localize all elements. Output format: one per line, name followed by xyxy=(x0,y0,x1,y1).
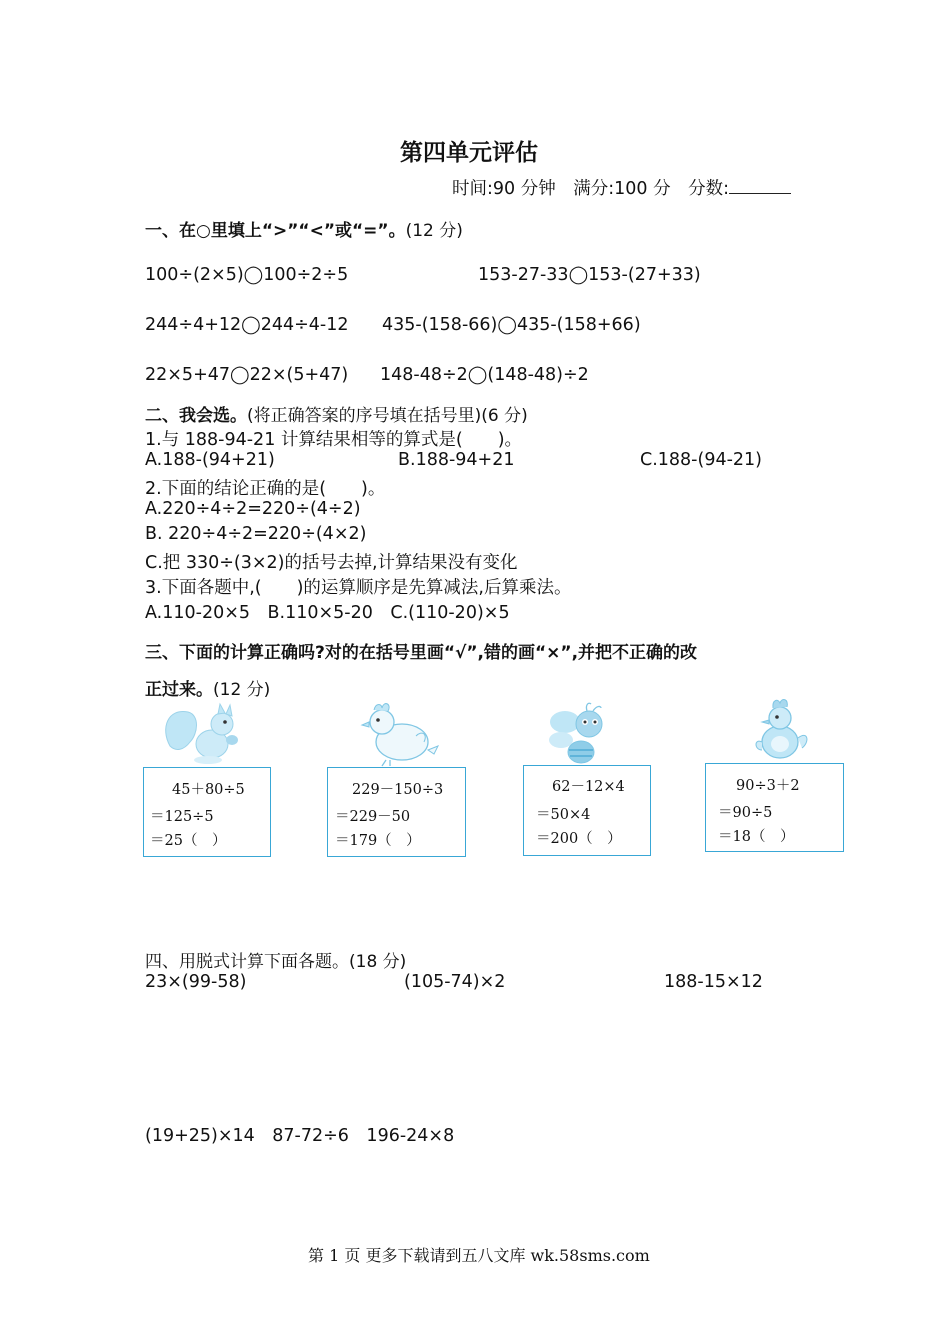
calc-card-2-line3[interactable]: ＝179（ ） xyxy=(335,833,421,849)
calc-card-3-line1: 62－12×4 xyxy=(552,779,625,795)
s1-row1-right: 153-27-33◯153-(27+33) xyxy=(478,265,701,285)
s1-row3-right: 148-48÷2◯(148-48)÷2 xyxy=(380,365,589,385)
calc-card-1-line2: ＝125÷5 xyxy=(150,809,214,825)
calc-card-3 xyxy=(523,765,651,856)
section4-heading-text: 四、用脱式计算下面各题。 xyxy=(145,952,349,972)
s1-row2-left: 244÷4+12◯244÷4-12 xyxy=(145,315,349,335)
bee-icon xyxy=(545,700,625,770)
section3-points: (12 分) xyxy=(213,680,271,700)
calc-card-1 xyxy=(143,767,271,857)
section2-heading-text: 二、我会选。 xyxy=(145,406,247,426)
s1-row2-right: 435-(158-66)◯435-(158+66) xyxy=(382,315,641,335)
section2-points: (将正确答案的序号填在括号里)(6 分) xyxy=(247,406,528,426)
section4-heading xyxy=(145,947,406,972)
section3-heading-line2 xyxy=(145,675,270,700)
s2-q1: 1.与 188-94-21 计算结果相等的算式是( )。 xyxy=(145,430,523,450)
s2-q3-options: A.110-20×5 B.110×5-20 C.(110-20)×5 xyxy=(145,603,510,623)
calc-card-2-line1: 229－150÷3 xyxy=(352,782,444,798)
s2-q2-option-b: B. 220÷4÷2=220÷(4×2) xyxy=(145,524,367,544)
s2-q2: 2.下面的结论正确的是( )。 xyxy=(145,479,386,499)
s4-problem-1: 23×(99-58) xyxy=(145,972,247,992)
section1-heading xyxy=(145,216,463,241)
s1-row3-left: 22×5+47◯22×(5+47) xyxy=(145,365,349,385)
s4-problems-row2: (19+25)×14 87-72÷6 196-24×8 xyxy=(145,1126,455,1146)
exam-meta xyxy=(452,175,791,200)
calc-card-1-line3[interactable]: ＝25（ ） xyxy=(150,833,227,849)
s4-problem-2: (105-74)×2 xyxy=(404,972,506,992)
section3-heading-text: 正过来。 xyxy=(145,680,213,700)
section4-points: (18 分) xyxy=(349,952,407,972)
s2-q2-option-c: C.把 330÷(3×2)的括号去掉,计算结果没有变化 xyxy=(145,553,518,573)
s2-q2-option-a: A.220÷4÷2=220÷(4÷2) xyxy=(145,499,361,519)
squirrel-icon xyxy=(160,698,246,768)
calc-card-4 xyxy=(705,763,844,852)
calc-card-4-line2: ＝90÷5 xyxy=(718,805,773,821)
page-title: 第四单元评估 xyxy=(400,139,538,166)
s1-row1-left: 100÷(2×5)◯100÷2÷5 xyxy=(145,265,349,285)
rooster-icon xyxy=(740,694,826,766)
calc-card-1-line1: 45＋80÷5 xyxy=(172,782,245,798)
s2-q1-option-a: A.188-(94+21) xyxy=(145,450,275,470)
s2-q1-option-c: C.188-(94-21) xyxy=(640,450,763,470)
calc-card-2 xyxy=(327,767,466,857)
s2-q1-option-b: B.188-94+21 xyxy=(398,450,515,470)
s4-problem-3: 188-15×12 xyxy=(664,972,763,992)
s2-q3: 3.下面各题中,( )的运算顺序是先算减法,后算乘法。 xyxy=(145,578,572,598)
section1-heading-text: 一、在○里填上“>”“<”或“=”。 xyxy=(145,221,406,241)
calc-card-4-line3[interactable]: ＝18（ ） xyxy=(718,829,795,845)
score-blank[interactable] xyxy=(729,177,791,194)
section2-heading xyxy=(145,401,528,426)
calc-card-2-line2: ＝229－50 xyxy=(335,809,411,825)
calc-card-3-line2: ＝50×4 xyxy=(536,807,591,823)
section3-heading-line1: 三、下面的计算正确吗?对的在括号里画“√”,错的画“×”,并把不正确的改 xyxy=(145,643,698,663)
calc-card-3-line3[interactable]: ＝200（ ） xyxy=(536,831,622,847)
page-footer: 第 1 页 更多下载请到五八文库 wk.58sms.com xyxy=(308,1246,650,1265)
hen-icon xyxy=(356,698,442,768)
calc-card-4-line1: 90÷3＋2 xyxy=(736,778,800,794)
section1-points: (12 分) xyxy=(405,221,463,241)
meta-text: 时间:90 分钟 满分:100 分 分数: xyxy=(452,179,729,199)
